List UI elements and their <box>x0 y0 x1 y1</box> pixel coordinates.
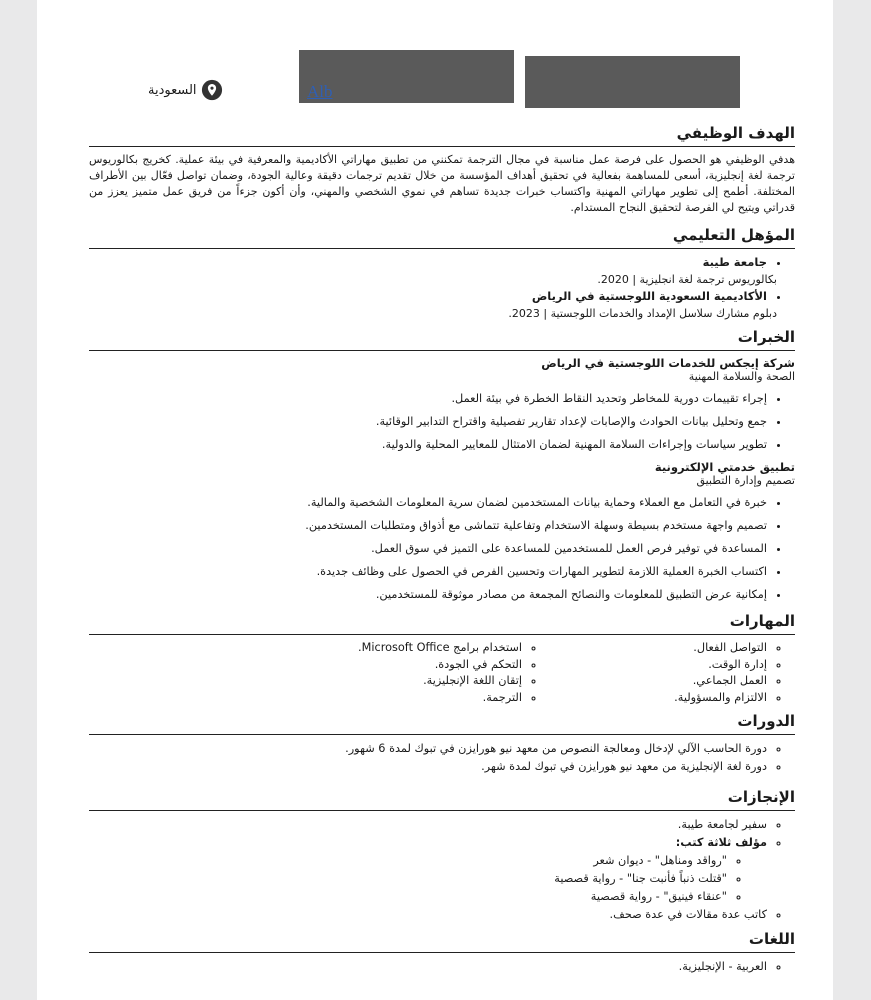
education-title: المؤهل التعليمي <box>672 226 795 244</box>
location-text: السعودية <box>148 82 197 98</box>
redacted-contact <box>525 56 740 108</box>
skill-item: ◦ إدارة الوقت. <box>550 657 767 674</box>
skill-item: ◦ الالتزام والمسؤولية. <box>550 690 767 707</box>
job-bullet: • إجراء تقييمات دورية للمخاطر وتحديد النقاط الخطرة في بيئة العمل. <box>89 387 767 410</box>
job-bullet: • المساعدة في توفير فرص العمل للمستخدمين للمساعدة على التميز في سوق العمل. <box>89 537 767 560</box>
course-item: ◦ دورة لغة الإنجليزية من معهد نيو هورايزن في تبوك لمدة شهر. <box>89 758 767 776</box>
institution: • الأكاديمية السعودية اللوجستية في الرياض <box>531 289 767 303</box>
location <box>148 79 223 101</box>
achievements-title: الإنجازات <box>727 788 795 806</box>
divider <box>89 248 795 249</box>
degree: بكالوريوس ترجمة لغة انجليزية | 2020. <box>597 273 777 286</box>
job-bullet: • إمكانية عرض التطبيق للمعلومات والنصائح المجمعة من مصادر موثوقة للمستخدمين. <box>89 583 767 606</box>
job-role: تصميم وإدارة التطبيق <box>696 474 795 487</box>
achievement-item: ◦ سفير لجامعة طيبة. <box>89 816 767 834</box>
map-pin-icon <box>201 79 223 101</box>
courses-title: الدورات <box>737 712 795 730</box>
skill-item: ◦ العمل الجماعي. <box>550 673 767 690</box>
education-list <box>89 254 795 322</box>
book-item: ◦ "قتلت ذنباً فأنبت جنا" - رواية قصصية <box>89 870 727 888</box>
job-bullets <box>89 491 795 606</box>
job-role: الصحة والسلامة المهنية <box>688 370 795 383</box>
skills-title: المهارات <box>729 612 795 630</box>
job-bullet: • خبرة في التعامل مع العملاء وحماية بيانات المستخدمين لضمان سرية المعلومات الشخصية والمالية. <box>89 491 767 514</box>
skills-column <box>550 640 795 706</box>
divider <box>89 734 795 735</box>
divider <box>89 350 795 351</box>
institution: • جامعة طيبة <box>702 255 767 269</box>
skills-column <box>305 640 550 706</box>
resume-content <box>89 118 795 976</box>
divider <box>89 810 795 811</box>
skill-item: ◦ التحكم في الجودة. <box>305 657 522 674</box>
skill-item: ◦ التواصل الفعال. <box>550 640 767 657</box>
resume-page <box>37 0 833 1000</box>
skill-item: ◦ إتقان اللغة الإنجليزية. <box>305 673 522 690</box>
skill-item: ◦ استخدام برامج Microsoft Office. <box>305 640 522 657</box>
job-bullet: • تطوير سياسات وإجراءات السلامة المهنية لضمان الامتثال للمعايير المحلية والدولية. <box>89 433 767 456</box>
objective-title: الهدف الوظيفي <box>676 124 795 142</box>
book-item: ◦ "رواقد ومناهل" - ديوان شعر <box>89 852 727 870</box>
skills-grid <box>89 640 795 706</box>
experience-title: الخبرات <box>737 328 795 346</box>
book-item: ◦ "عنقاء فينيق" - رواية قصصية <box>89 888 727 906</box>
job-bullet: • جمع وتحليل بيانات الحوادث والإصابات لإعداد تقارير تفصيلية واقتراح التدابير الوقائية. <box>89 410 767 433</box>
achievement-item <box>89 834 767 906</box>
company-name: شركة إيجكس للخدمات اللوجستية في الرياض <box>541 356 795 370</box>
education-item <box>89 288 777 322</box>
books-list <box>89 852 767 906</box>
skill-item: ◦ الترجمة. <box>305 690 522 707</box>
job-bullet: • تصميم واجهة مستخدم بسيطة وسهلة الاستخدام وتفاعلية تتماشى مع أذواق ومتطلبات المستخدمين. <box>89 514 767 537</box>
company-name: تطبيق خدمتي الإلكترونية <box>654 460 795 474</box>
books-heading: مؤلف ثلاثة كتب: <box>675 836 767 849</box>
job-bullet: • اكتساب الخبرة العملية اللازمة لتطوير المهارات وتحسين الفرص في الحصول على وظائف جديدة. <box>89 560 767 583</box>
course-item: ◦ دورة الحاسب الآلي لإدخال ومعالجة النصوص من معهد نيو هورايزن في تبوك لمدة 6 شهور. <box>89 740 767 758</box>
email-link[interactable]: Alb <box>307 82 333 101</box>
achievement-item: ◦ كاتب عدة مقالات في عدة صحف. <box>89 906 767 924</box>
education-item <box>89 254 777 288</box>
achievements-list <box>89 816 795 924</box>
divider <box>89 952 795 953</box>
languages-list <box>89 958 795 976</box>
divider <box>89 146 795 147</box>
degree: دبلوم مشارك سلاسل الإمداد والخدمات اللوجستية | 2023. <box>508 307 777 320</box>
job-bullets <box>89 387 795 456</box>
divider <box>89 634 795 635</box>
languages-title: اللغات <box>748 930 795 948</box>
objective-text: هدفي الوظيفي هو الحصول على فرصة عمل مناسبة في مجال الترجمة تمكنني من تطبيق مهاراتي الأكاديمية والمعرفية في بيئة عملية. كخريج بكالوريوس ترجمة لغة إنجليزية، أسعى للمساهمة بفعالية في تحقيق أهداف المؤسسة من خلال تقديم ترجمات دقيقة وعالية الجودة، وضمان تواصل فعّال بين الأطراف المختلفة. أطمح إلى تطوير مهاراتي المهنية واكتساب خبرات جديدة تساهم في نموي الشخصي والمهني، وأن أكون جزءاً من فريق عمل متميز يعزز من قدراتي ويتيح لي الفرصة لتحقيق النجاح المستدام. <box>89 153 795 214</box>
language-item: ◦ العربية - الإنجليزية. <box>89 958 767 976</box>
courses-list <box>89 740 795 776</box>
